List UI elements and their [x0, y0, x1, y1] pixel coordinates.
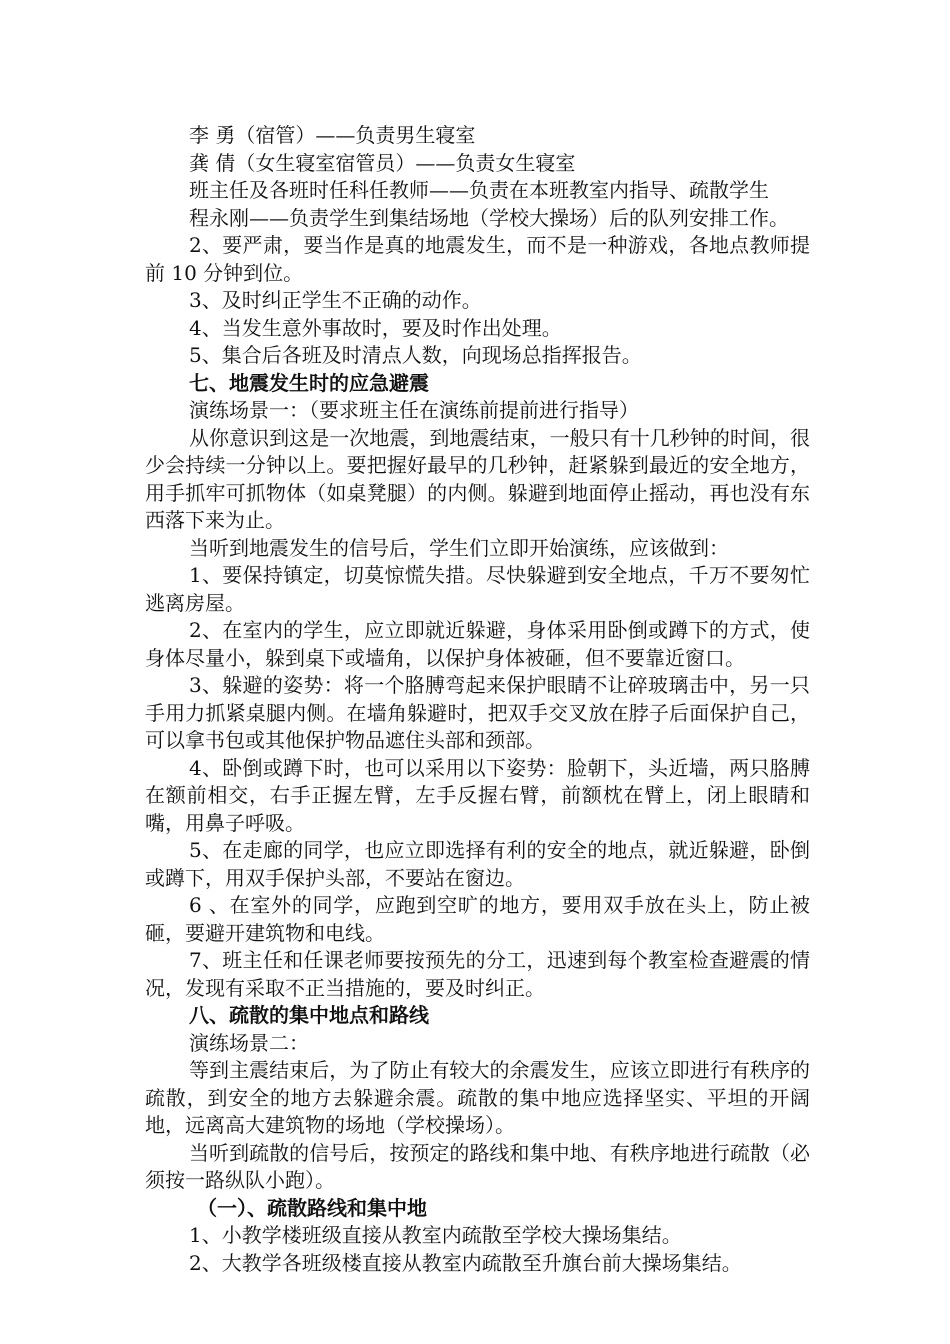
- drill-step-7: 7、班主任和任课老师要按预先的分工，迅速到每个教室检查避震的情况，发现有采取不正当措施的，要及时纠正。: [145, 948, 810, 1000]
- requirement-item-2: 2、要严肃，要当作是真的地震发生，而不是一种游戏，各地点教师提前 10 分钟到位。: [145, 233, 810, 285]
- drill-step-1: 1、要保持镇定，切莫惊慌失措。尽快躲避到安全地点，千万不要匆忙逃离房屋。: [145, 563, 810, 615]
- requirement-item-3: 3、及时纠正学生不正确的动作。: [189, 288, 482, 312]
- route-item-2: 2、大教学各班级楼直接从教室内疏散至升旗台前大操场集结。: [189, 1250, 742, 1275]
- drill-step-3: 3、躲避的姿势：将一个胳膊弯起来保护眼睛不让碎玻璃击中，另一只手用力抓紧桌腿内侧。在墙角躲避时，把双手交叉放在脖子后面保护自己，可以拿书包或其他保护物品遮住头部和颈部。: [145, 673, 810, 752]
- staff-line-gong-qian: 龚 倩（女生寝室宿管员）——负责女生寝室: [189, 150, 576, 175]
- requirement-item-4: 4、当发生意外事故时，要及时作出处理。: [189, 315, 562, 340]
- scenario-two-label: 演练场景二：: [189, 1030, 309, 1055]
- requirement-item-5: 5、集合后各班及时清点人数，向现场总指挥报告。: [189, 343, 642, 367]
- route-item-1: 1、小教学楼班级直接从教室内疏散至学校大操场集结。: [189, 1223, 682, 1247]
- scenario-one-label: 演练场景一：（要求班主任在演练前提前进行指导）: [189, 398, 639, 422]
- drill-step-5: 5、在走廊的同学，也应立即选择有利的安全的地点，就近躲避，卧倒或蹲下，用双手保护头部，不要站在窗边。: [145, 838, 810, 890]
- drill-step-4: 4、卧倒或蹲下时，也可以采用以下姿势：脸朝下，头近墙，两只胳膊在额前相交，右手正握左臂，左手反握右臂，前额枕在臂上，闭上眼睛和嘴，用鼻子呼吸。: [145, 755, 810, 835]
- staff-line-class-teachers: 班主任及各班时任科任教师——负责在本班教室内指导、疏散学生: [189, 178, 769, 202]
- drill-step-6: 6 、在室外的同学，应跑到空旷的地方，要用双手放在头上，防止被砸，要避开建筑物和电线。: [145, 893, 810, 945]
- subsection-heading-1: （一）、疏散路线和集中地: [197, 1195, 427, 1220]
- scenario-one-intro: 从你意识到这是一次地震，到地震结束，一般只有十几秒钟的时间，很少会持续一分钟以上。要把握好最早的几秒钟，赶紧躲到最近的安全地方，用手抓牢可抓物体（如桌凳腿）的内侧。躲避到地面停止摇动，再也没有东西落下来为止。: [145, 425, 810, 532]
- evacuation-signal-instruction: 当听到疏散的信号后，按预定的路线和集中地、有秩序地进行疏散（必须按一路纵队小跑）。: [145, 1140, 810, 1192]
- section-heading-8: 八、疏散的集中地点和路线: [189, 1003, 429, 1027]
- signal-instruction: 当听到地震发生的信号后，学生们立即开始演练，应该做到：: [189, 535, 729, 560]
- staff-line-cheng-yonggang: 程永刚——负责学生到集结场地（学校大操场）后的队列安排工作。: [189, 205, 789, 230]
- section-heading-7: 七、地震发生时的应急避震: [189, 370, 429, 395]
- staff-line-li-yong: 李 勇（宿管）——负责男生寝室: [189, 123, 476, 147]
- drill-step-2: 2、在室内的学生，应立即就近躲避，身体采用卧倒或蹲下的方式，使身体尽量小，躲到桌下或墙角，以保护身体被砸，但不要靠近窗口。: [145, 618, 810, 670]
- scenario-two-intro: 等到主震结束后，为了防止有较大的余震发生，应该立即进行有秩序的疏散，到安全的地方去躲避余震。疏散的集中地应选择坚实、平坦的开阔地，远离高大建筑物的场地（学校操场）。: [145, 1058, 810, 1137]
- document-body: [145, 122, 810, 1277]
